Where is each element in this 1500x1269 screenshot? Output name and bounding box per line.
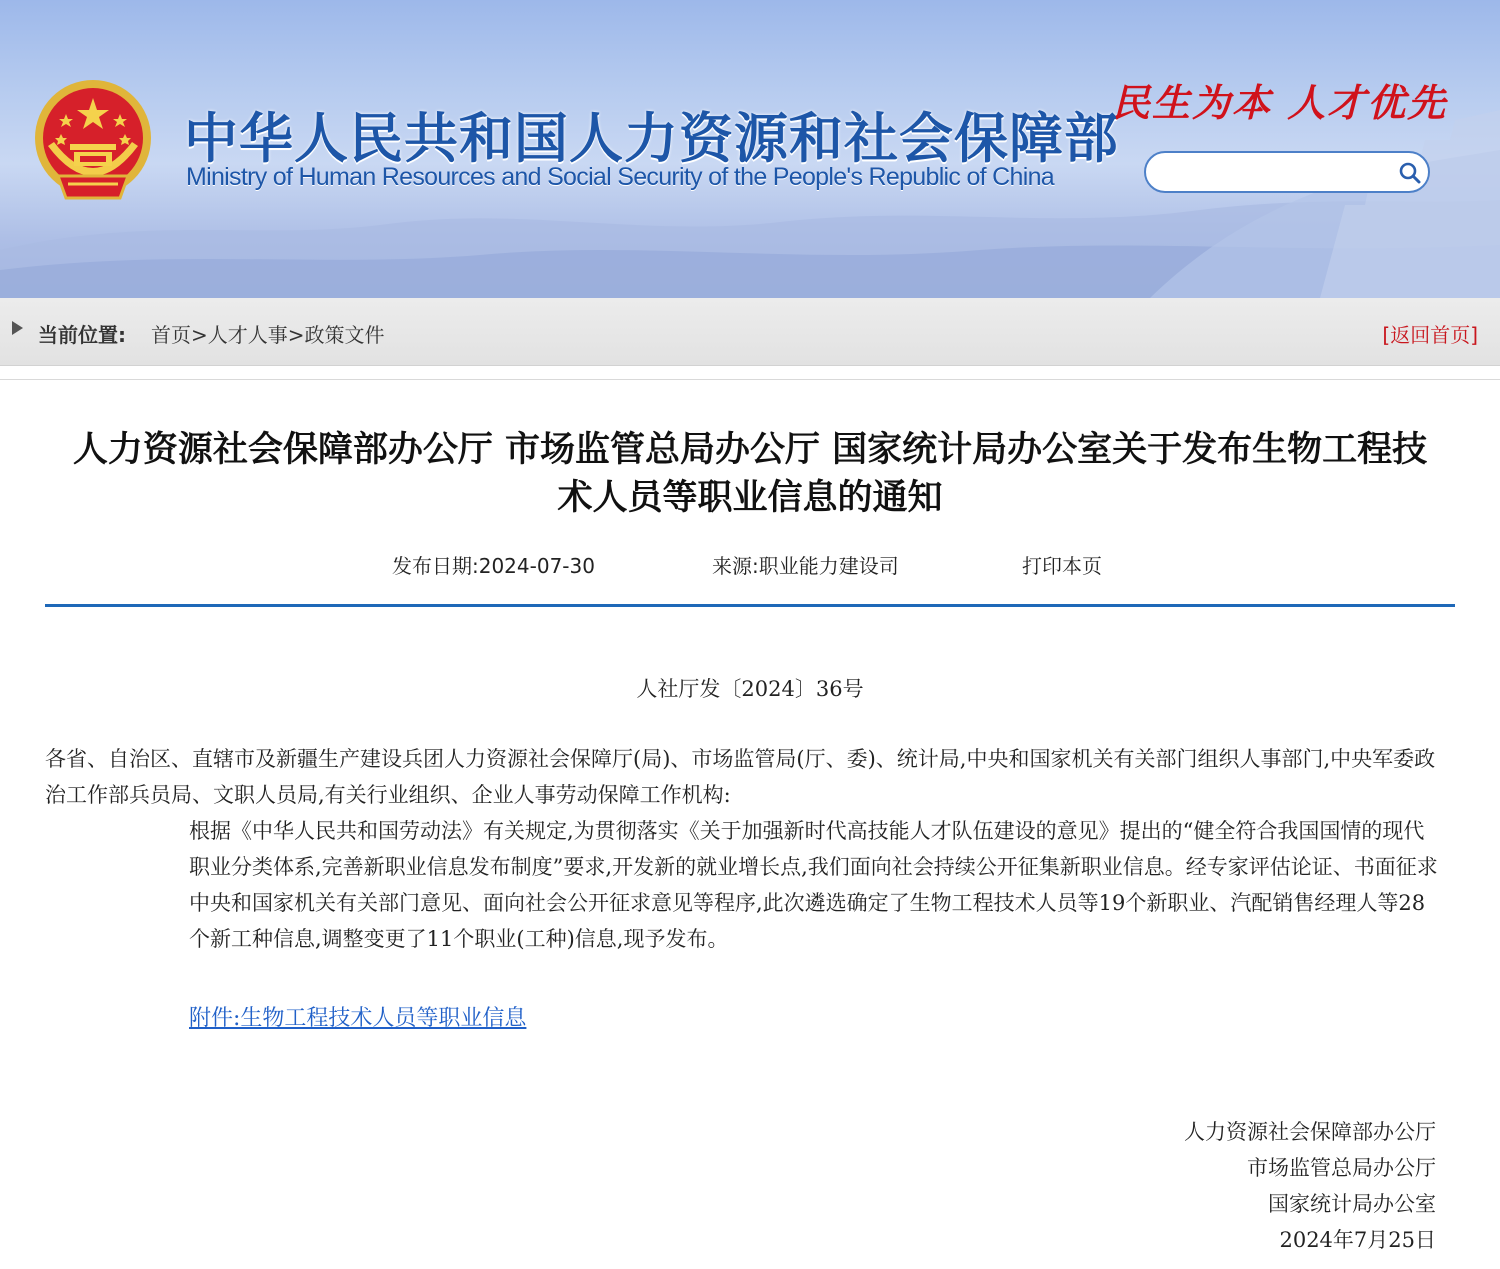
site-title-cn: 中华人民共和国人力资源和社会保障部	[184, 107, 1119, 170]
breadcrumb-home-link[interactable]: 首页	[151, 323, 191, 347]
search-icon[interactable]	[1398, 161, 1422, 185]
body-paragraph: 根据《中华人民共和国劳动法》有关规定,为贯彻落实《关于加强新时代高技能人才队伍建设的意见》提出的“健全符合我国国情的现代职业分类体系,完善新职业信息发布制度”要求,开发新的就业增长点,我们面向社会持续公开征集新职业信息。经专家评估论证、书面征求中央和国家机关有关部门意见、面向社会公开征求意见等程序,此次遴选确定了生物工程技术人员等19个新职业、汽配销售经理人等28个新工种信息,调整变更了11个职业(工种)信息,现予发布。	[189, 819, 1438, 951]
print-page-link[interactable]: 打印本页	[1022, 554, 1102, 578]
slogan-calligraphy: 民生为本 人才优先	[1112, 80, 1448, 125]
article-title	[40, 426, 1460, 522]
attachment-link[interactable]: 附件:生物工程技术人员等职业信息	[189, 1006, 527, 1031]
breadcrumb-label: 当前位置:	[38, 323, 126, 347]
article-title-line: 人力资源社会保障部办公厅 市场监管总局办公厅 国家统计局办公室关于发布生物工程技	[72, 430, 1428, 470]
site-header-banner	[0, 0, 1500, 298]
national-emblem-icon	[28, 76, 158, 210]
signature-line: 国家统计局办公室	[1268, 1192, 1436, 1216]
search-box	[1144, 151, 1430, 193]
site-title-en: Ministry of Human Resources and Social Security of the People's Republic of China	[186, 163, 1054, 191]
signature-line: 人力资源社会保障部办公厅	[1184, 1120, 1436, 1144]
breadcrumb-policy-link[interactable]: 政策文件	[304, 323, 385, 347]
document-number: 人社厅发〔2024〕36号	[636, 677, 864, 701]
title-divider	[45, 604, 1455, 607]
breadcrumb-separator: >	[287, 323, 305, 347]
article-body	[45, 741, 1445, 957]
publish-date: 发布日期:2024-07-30	[392, 554, 595, 578]
addressee-paragraph: 各省、自治区、直辖市及新疆生产建设兵团人力资源社会保障厅(局)、市场监管局(厅、委)、统计局,中央和国家机关有关部门组织人事部门,中央军委政治工作部兵员局、文职人员局,有关行业组织、企业人事劳动保障工作机构:	[45, 747, 1436, 807]
triangle-arrow-icon	[12, 321, 23, 335]
signature-date: 2024年7月25日	[1279, 1228, 1436, 1252]
signature-line: 市场监管总局办公厅	[1247, 1156, 1436, 1180]
breadcrumb-separator: >	[191, 323, 208, 347]
breadcrumb-bar	[0, 298, 1500, 366]
back-home-link[interactable]: [返回首页]	[1382, 323, 1478, 347]
search-input[interactable]	[1160, 161, 1394, 185]
divider	[0, 379, 1500, 380]
breadcrumb-talent-link[interactable]: 人才人事	[207, 323, 288, 347]
article-source: 来源:职业能力建设司	[712, 554, 899, 578]
article-title-line: 术人员等职业信息的通知	[557, 478, 943, 518]
breadcrumb	[151, 319, 385, 348]
